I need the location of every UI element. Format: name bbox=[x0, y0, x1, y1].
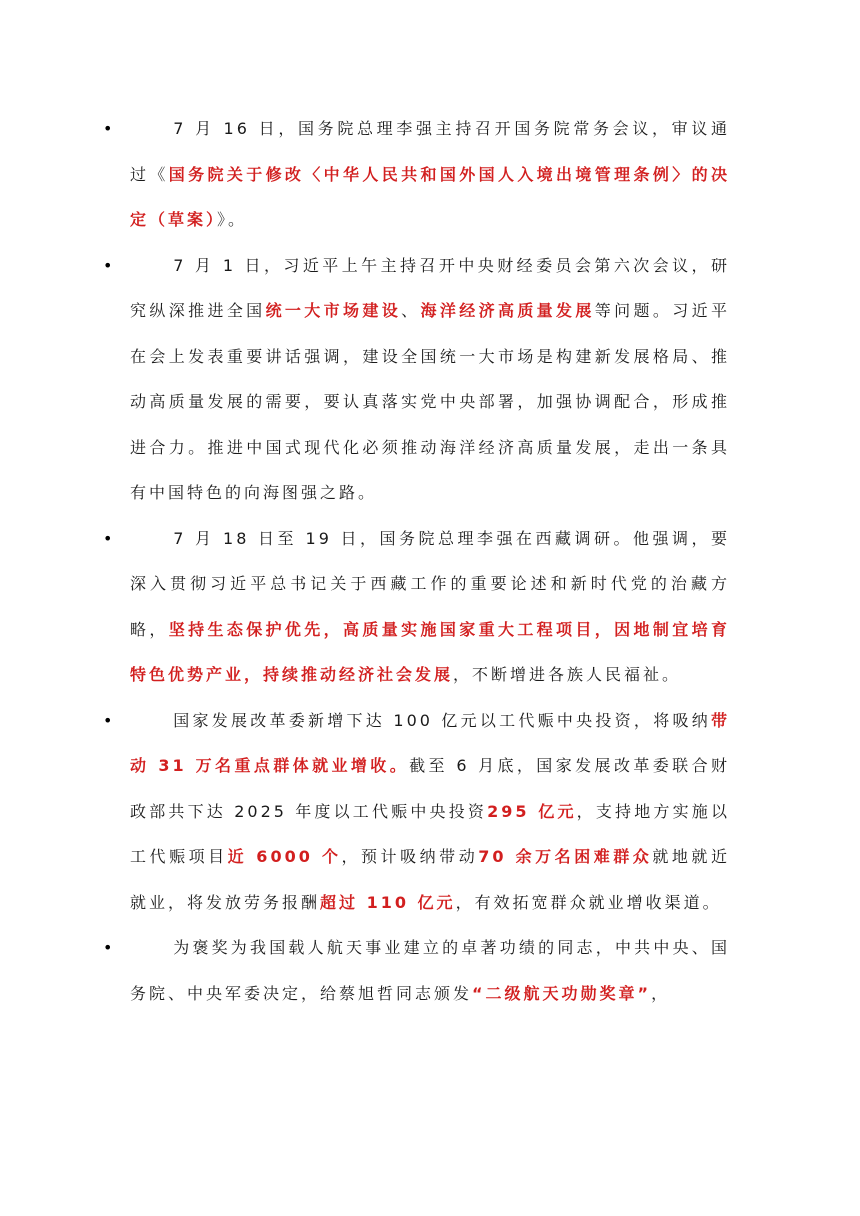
body-text: 等问题。习近平在会上发表重要讲话强调，建设全国统一大市场是构建新发展格局、推动高质量发展的需要，要认真落实党中央部署，加强协调配合，形成推进合力。推进中国式现代化必须推动海洋经济高质量发展，走出一条具有中国特色的向海图强之路。 bbox=[130, 301, 730, 502]
highlighted-text: 海洋经济高质量发展 bbox=[420, 301, 595, 320]
body-text: 7 月 1 日，习近平上午主持召开中央财经委员会第六次会议，研究纵深推进全国 bbox=[130, 255, 730, 320]
highlighted-text: 超过 110 亿元 bbox=[320, 892, 456, 912]
highlighted-text: 统一大市场建设 bbox=[265, 301, 402, 320]
body-text: 就地就近就业，将发放劳务报酬 bbox=[130, 847, 730, 912]
highlighted-text: 295 亿元 bbox=[487, 801, 577, 821]
body-text: 7 月 16 日，国务院总理李强主持召开国务院常务会议，审议通过《 bbox=[130, 119, 730, 184]
news-bullet-list bbox=[103, 106, 730, 1016]
bullet-marker: • bbox=[103, 119, 116, 138]
body-text: 国家发展改革委新增下达 100 亿元以工代赈中央投资，将吸纳 bbox=[173, 710, 711, 730]
news-item bbox=[103, 243, 730, 516]
news-item bbox=[103, 106, 730, 243]
highlighted-text: 70 余万名困难群众 bbox=[478, 847, 653, 866]
highlighted-text: “二级航天功勋奖章” bbox=[472, 983, 652, 1003]
body-text: 、 bbox=[401, 301, 421, 320]
body-text: ，不断增进各族人民福祉。 bbox=[453, 665, 682, 684]
body-text: ，预计吸纳带动 bbox=[341, 847, 479, 866]
bullet-marker: • bbox=[103, 938, 116, 957]
highlighted-text: 国务院关于修改〈中华人民共和国外国人入境出境管理条例〉的决定（草案） bbox=[130, 164, 730, 229]
highlighted-text: 近 6000 个 bbox=[227, 847, 342, 866]
body-text: ，有效拓宽群众就业增收渠道。 bbox=[455, 892, 722, 912]
body-text: 》。 bbox=[217, 210, 248, 229]
bullet-marker: • bbox=[103, 710, 116, 730]
highlighted-text: 带动 31 万名重点群体就业增收。 bbox=[130, 710, 730, 775]
news-item bbox=[103, 925, 730, 1016]
body-text: 截至 6 月底，国家发展改革委联合财政部共下达 2025 年度以工代赈中央投资 bbox=[130, 756, 730, 821]
body-text: 7 月 18 日至 19 日，国务院总理李强在西藏调研。他强调，要深入贯彻习近平总书记关于西藏工作的重要论述和新时代党的治藏方略， bbox=[130, 528, 730, 639]
bullet-marker: • bbox=[103, 528, 116, 548]
bullet-marker: • bbox=[103, 255, 116, 275]
news-item bbox=[103, 698, 730, 926]
highlighted-text: 坚持生态保护优先，高质量实施国家重大工程项目，因地制宜培育特色优势产业，持续推动经济社会发展 bbox=[130, 619, 730, 684]
body-text: ，支持地方实施以工代赈项目 bbox=[130, 801, 730, 866]
body-text: ， bbox=[651, 983, 671, 1003]
body-text: 为褒奖为我国载人航天事业建立的卓著功绩的同志，中共中央、国务院、中央军委决定，给蔡旭哲同志颁发 bbox=[130, 938, 730, 1003]
news-item bbox=[103, 516, 730, 698]
